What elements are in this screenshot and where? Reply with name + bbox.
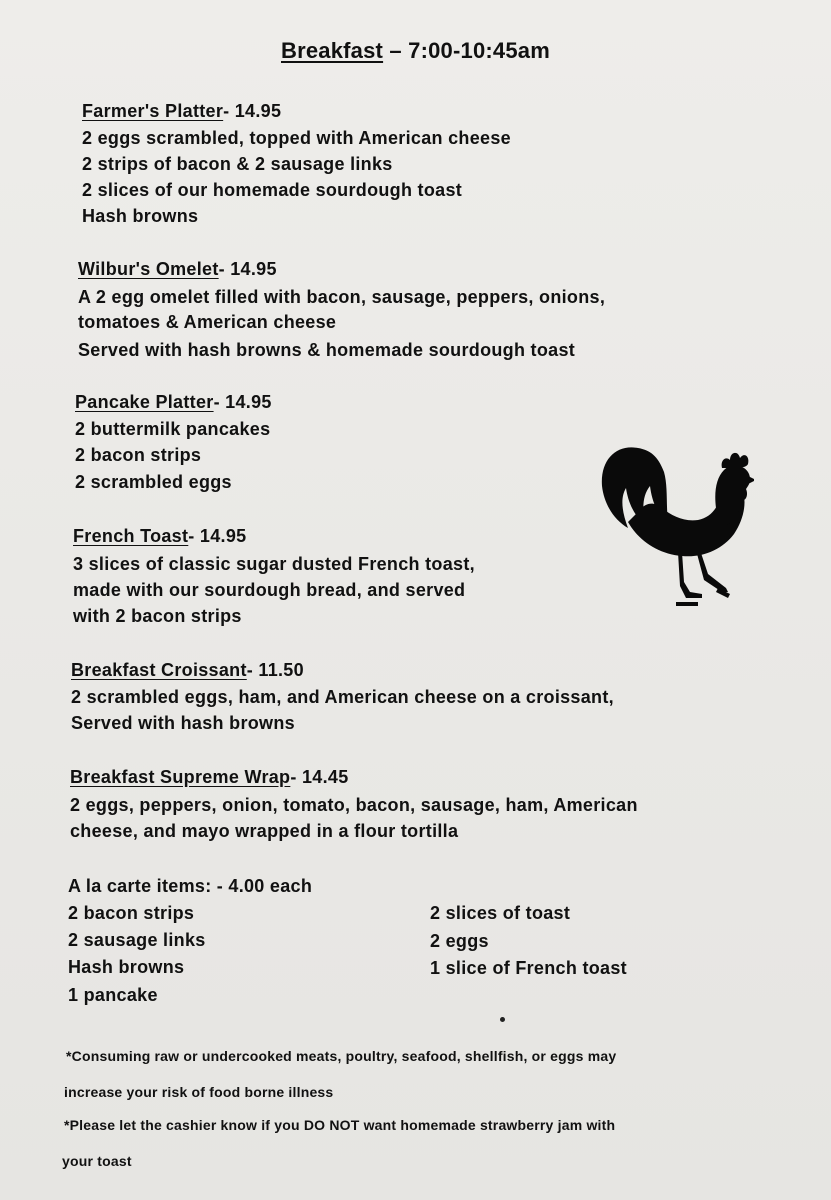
item-price: - 14.95	[188, 526, 247, 546]
title-main: Breakfast	[281, 38, 384, 63]
item-price: - 14.95	[223, 101, 282, 121]
a-la-carte-item: 2 bacon strips	[68, 903, 195, 923]
item-heading-farmers-platter	[82, 101, 281, 122]
rooster-icon	[598, 442, 754, 610]
a-la-carte-item: 2 eggs	[430, 931, 489, 951]
footnote-line: *Please let the cashier know if you DO NOT want homemade strawberry jam with	[64, 1117, 616, 1133]
a-la-carte-item: 2 sausage links	[68, 930, 206, 950]
page-title	[0, 38, 831, 64]
item-line: Hash browns	[82, 206, 199, 226]
item-name: Farmer's Platter	[82, 101, 224, 121]
item-line: 2 strips of bacon & 2 sausage links	[82, 154, 393, 174]
item-line: Served with hash browns & homemade sourdough toast	[78, 340, 576, 360]
item-price: - 14.45	[290, 767, 349, 787]
item-line: 2 bacon strips	[75, 445, 202, 465]
item-heading-french-toast	[73, 526, 246, 547]
item-line: 3 slices of classic sugar dusted French toast,	[73, 554, 475, 574]
item-heading-wilburs-omelet	[78, 259, 277, 280]
item-line: cheese, and mayo wrapped in a flour tortilla	[70, 821, 459, 841]
item-price: - 14.95	[218, 259, 277, 279]
item-heading-breakfast-supreme-wrap	[70, 767, 349, 788]
item-price: - 11.50	[246, 660, 304, 680]
item-line: with 2 bacon strips	[73, 606, 242, 626]
footnote-line: your toast	[62, 1153, 132, 1169]
item-line: 2 scrambled eggs	[75, 472, 232, 492]
item-price: - 14.95	[213, 392, 272, 412]
item-line: Served with hash browns	[71, 713, 295, 733]
item-line: 2 buttermilk pancakes	[75, 419, 271, 439]
item-line: 2 eggs, peppers, onion, tomato, bacon, sausage, ham, American	[70, 795, 638, 815]
item-name: Pancake Platter	[75, 392, 214, 412]
footnote-line: *Consuming raw or undercooked meats, poultry, seafood, shellfish, or eggs may	[66, 1048, 617, 1064]
a-la-carte-heading: A la carte items: - 4.00 each	[68, 876, 313, 896]
item-line: A 2 egg omelet filled with bacon, sausage, peppers, onions,	[78, 287, 606, 307]
item-name: Breakfast Supreme Wrap	[70, 767, 291, 787]
item-name: French Toast	[73, 526, 189, 546]
item-name: Wilbur's Omelet	[78, 259, 219, 279]
item-line: 2 scrambled eggs, ham, and American cheese on a croissant,	[71, 687, 614, 707]
a-la-carte-item: 1 pancake	[68, 985, 158, 1005]
title-hours: – 7:00-10:45am	[383, 38, 550, 63]
footnote-line: increase your risk of food borne illness	[64, 1084, 334, 1100]
item-line: 2 slices of our homemade sourdough toast	[82, 180, 463, 200]
item-name: Breakfast Croissant	[71, 660, 247, 680]
item-line: tomatoes & American cheese	[78, 312, 337, 332]
stray-dot	[500, 1017, 505, 1022]
item-line: made with our sourdough bread, and served	[73, 580, 466, 600]
a-la-carte-item: 1 slice of French toast	[430, 958, 627, 978]
item-heading-pancake-platter	[75, 392, 272, 413]
item-heading-breakfast-croissant	[71, 660, 304, 681]
item-line: 2 eggs scrambled, topped with American cheese	[82, 128, 511, 148]
a-la-carte-item: 2 slices of toast	[430, 903, 571, 923]
a-la-carte-item: Hash browns	[68, 957, 185, 977]
